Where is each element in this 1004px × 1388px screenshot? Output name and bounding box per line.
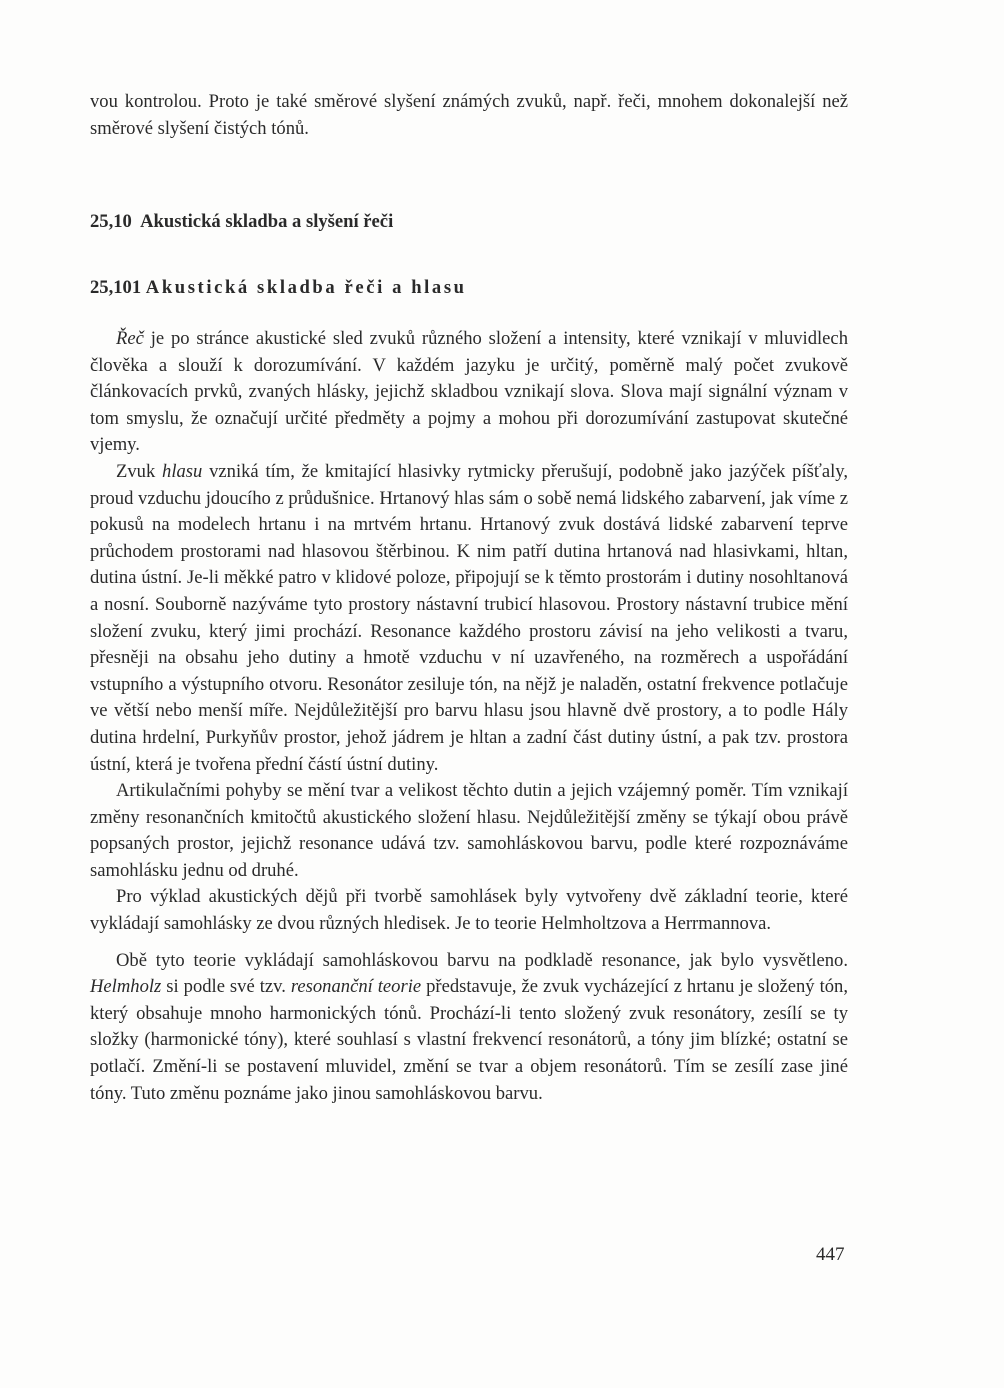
- paragraph-resonance-mid: si podle své tzv.: [161, 976, 291, 998]
- body-text: [90, 326, 848, 1107]
- paragraph-articulation: Artikulačními pohyby se mění tvar a velikost těchto dutin a jejich vzájemný poměr. Tím vznikají změny resonančních kmitočtů akustického složení hlasu. Nejdůležitější změny se týkají obou právě popsaných prostor, jejichž resonance udává tzv. samohláskovou barvu, podle které rozpoznáváme samohlásku jednu od druhé.: [90, 780, 848, 881]
- term-resonancni-teorie: resonanční teorie: [290, 976, 422, 998]
- term-hlasu: hlasu: [162, 460, 203, 482]
- paragraph-resonance-end: představuje, že zvuk vycházející z hrtanu je složený tón, který obsahuje mnoho harmonických tónů. Prochází-li tento složený zvuk resonátory, zesílí se ty složky (harmonické tóny), které souhlasí s vlastní frekvencí resonátorů, a tóny jim blízké; ostatní se potlačí. Změní-li se postavení mluvidel, změní se tvar a objem resonátorů. Tím se zesílí zase jiné tóny. Tuto změnu poznáme jako jinou samohláskovou barvu.: [90, 976, 848, 1104]
- paragraph-theories: Pro výklad akustických dějů při tvorbě samohlásek byly vytvořeny dvě základní teorie, které vykládají samohlásky ze dvou různých hledisek. Je to teorie Helmholtzova a Herrmannova.: [90, 886, 848, 935]
- term-rec: Řeč: [116, 328, 144, 349]
- paragraph-voice-start: Zvuk: [116, 460, 163, 482]
- paragraph-speech-text: je po stránce akustické sled zvuků různého složení a intensity, které vznikají v mluvidlech člověka a slouží k dorozumívání. V každém jazyku je určitý, poměrně malý počet zvukově článkovacích prvků, zvaných hlásky, jejichž skladbou vznikají slova. Slova mají signální význam v tom smyslu, že označují určité předměty a pojmy a mohou při dorozumívání zastupovat skutečné vjemy.: [90, 328, 848, 456]
- paragraph-voice: [90, 459, 848, 778]
- paragraph-resonance-start: Obě tyto teorie vykládají samohláskovou barvu na podkladě resonance, jak bylo vysvětleno.: [116, 949, 848, 971]
- intro-paragraph-block: [90, 89, 848, 142]
- paragraph-voice-text: vzniká tím, že kmitající hlasivky rytmicky přerušují, podobně jako jazýček píšťaly, proud vzduchu jdoucího z průdušnice. Hrtanový hlas sám o sobě nemá lidského zabarvení, jak víme z pokusů na modelech hrtanu i na mrtvém hrtanu. Hrtanový zvuk dostává lidské zabarvení teprve průchodem prostorami nad hlasovou štěrbinou. K nim patří dutina hrtanová nad hlasivkami, hltan, dutina ústní. Je-li měkké patro v klidové poloze, připojují se k těmto prostorám i dutiny nosohltanová a nosní. Souborně nazýváme tyto prostory nástavní trubicí hlasovou. Prostory nástavní trubice mění složení zvuku, který jimi prochází. Resonance každého prostoru závisí na jeho velikosti a tvaru, přesněji na obsahu jeho dutiny a hmotě vzduchu v ní uzavřeného, na rozměrech a uspořádání vstupního a výstupního otvoru. Resonátor zesiluje tón, na nějž je naladěn, ostatní frekvence potlačuje ve větší nebo menší míře. Nejdůležitější pro barvu hlasu jsou hlavně dvě prostory, a to podle Hály dutina hrdelní, Purkyňův prostor, jehož jádrem je hltan a zadní část dutiny ústní, a pak tzv. prostora ústní, která je tvořena přední částí ústní dutiny.: [90, 460, 848, 775]
- paragraph-speech: [90, 326, 848, 459]
- subsection-title: Akustická skladba řeči a hlasu: [145, 277, 467, 298]
- term-helmholz: Helmholz: [90, 976, 162, 998]
- page-number: 447: [816, 1244, 845, 1265]
- subsection-heading: [90, 277, 467, 299]
- paragraph-resonance-theory: [90, 948, 848, 1108]
- subsection-number: 25,101: [90, 277, 142, 298]
- intro-paragraph: vou kontrolou. Proto je také směrové slyšení známých zvuků, např. řeči, mnohem dokonalejší než směrové slyšení čistých tónů.: [90, 91, 848, 139]
- section-heading: 25,10 Akustická skladba a slyšení řeči: [90, 211, 394, 232]
